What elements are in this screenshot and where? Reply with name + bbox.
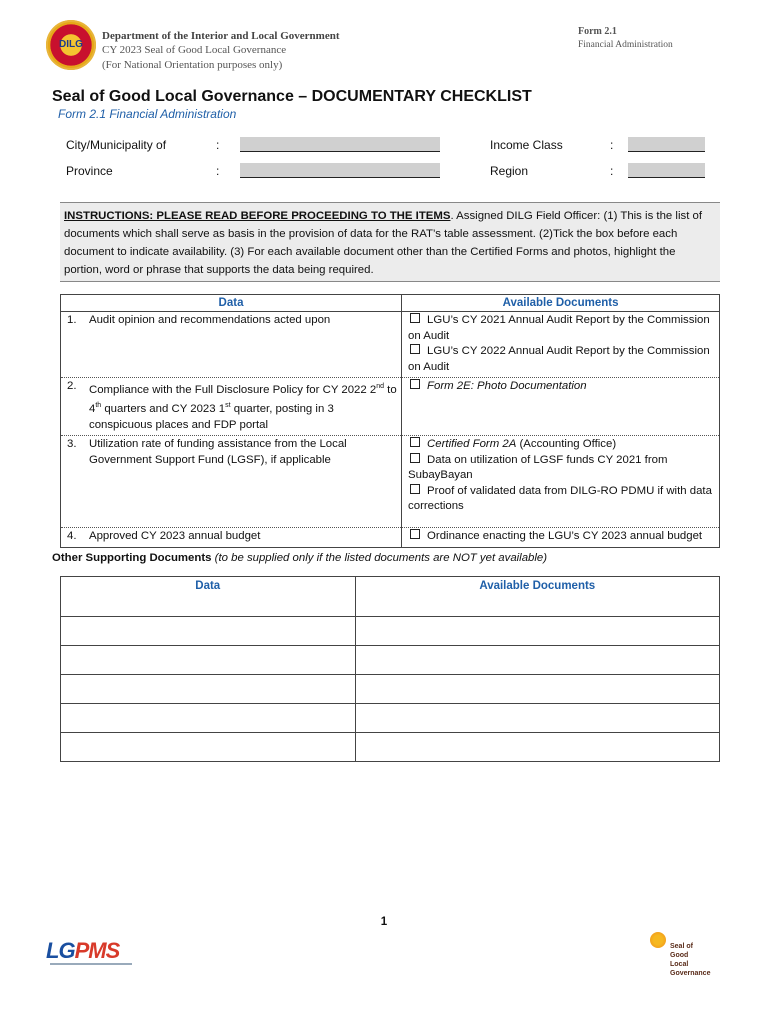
doc-text: Proof of validated data from DILG-RO PDMU if with data corrections xyxy=(408,484,712,513)
table-row xyxy=(61,646,720,675)
sglg-logo: Seal of Good Local Governance xyxy=(648,930,720,982)
dilg-seal-logo xyxy=(46,20,96,70)
row-number: 3. xyxy=(67,438,77,451)
doc-item xyxy=(408,379,715,395)
row-data: Audit opinion and recommendations acted upon xyxy=(89,314,331,326)
checkbox[interactable] xyxy=(410,453,420,463)
city-input[interactable] xyxy=(240,137,440,152)
checklist-table xyxy=(60,294,720,548)
data-cell xyxy=(61,436,402,528)
table-row xyxy=(61,528,720,548)
docs-cell xyxy=(402,378,720,436)
table-row xyxy=(61,617,720,646)
instructions-heading: INSTRUCTIONS: PLEASE READ BEFORE PROCEEDING TO THE ITEMS xyxy=(64,210,451,222)
colon: : xyxy=(216,164,220,178)
docs-cell[interactable] xyxy=(355,617,719,646)
colon: : xyxy=(610,138,614,152)
docs-cell[interactable] xyxy=(355,675,719,704)
docs-cell[interactable] xyxy=(355,704,719,733)
page-number: 1 xyxy=(380,916,388,928)
docs-cell[interactable] xyxy=(355,646,719,675)
doc-item xyxy=(408,453,715,484)
income-class-label: Income Class xyxy=(490,138,563,152)
data-cell[interactable] xyxy=(61,675,356,704)
data-cell[interactable] xyxy=(61,617,356,646)
doc-text: Form 2E: Photo Documentation xyxy=(427,380,587,392)
province-input[interactable] xyxy=(240,163,440,178)
lgpms-tagline-graphic xyxy=(50,962,132,965)
table-row xyxy=(61,312,720,378)
data-cell xyxy=(61,528,402,548)
other-docs-table xyxy=(60,576,720,762)
doc-item: Certified Form 2A (Accounting Office) xyxy=(408,437,715,453)
region-label: Region xyxy=(490,164,529,178)
data-cell[interactable] xyxy=(61,733,356,762)
doc-item xyxy=(408,484,715,515)
other-docs-heading: Other Supporting Documents (to be supplied only if the listed documents are NOT yet available) xyxy=(52,552,548,564)
checkbox[interactable] xyxy=(410,379,420,389)
region-input[interactable] xyxy=(628,163,705,178)
department-name: Department of the Interior and Local Government xyxy=(102,30,340,42)
doc-item xyxy=(408,313,715,344)
table-header-row xyxy=(61,577,720,617)
table-row xyxy=(61,378,720,436)
checkbox[interactable] xyxy=(410,344,420,354)
page-title: Seal of Good Local Governance – DOCUMENTARY CHECKLIST xyxy=(52,88,532,105)
col-header-docs: Available Documents xyxy=(355,577,719,617)
col-header-data: Data xyxy=(61,295,402,312)
docs-cell[interactable] xyxy=(355,733,719,762)
checkbox[interactable] xyxy=(410,313,420,323)
row-data: Approved CY 2023 annual budget xyxy=(89,530,261,543)
table-row xyxy=(61,436,720,528)
doc-text: Ordinance enacting the LGU’s CY 2023 annual budget xyxy=(427,530,703,543)
header-subtitle: CY 2023 Seal of Good Local Governance xyxy=(102,44,287,56)
seal-text: DILG xyxy=(59,39,83,50)
row-number: 2. xyxy=(67,380,77,392)
doc-item xyxy=(408,344,715,375)
docs-cell xyxy=(402,436,720,528)
doc-text: LGU’s CY 2022 Annual Audit Report by the Commission on Audit xyxy=(408,345,710,373)
checkbox[interactable] xyxy=(410,529,420,539)
data-cell[interactable] xyxy=(61,646,356,675)
col-header-docs: Available Documents xyxy=(402,295,720,312)
col-header-data: Data xyxy=(61,577,356,617)
table-row xyxy=(61,733,720,762)
docs-cell xyxy=(402,312,720,378)
checkbox[interactable] xyxy=(410,484,420,494)
form-name: Financial Administration xyxy=(578,40,673,50)
data-cell[interactable] xyxy=(61,704,356,733)
table-row xyxy=(61,704,720,733)
income-class-input[interactable] xyxy=(628,137,705,152)
data-cell xyxy=(61,378,402,436)
page-subtitle: Form 2.1 Financial Administration xyxy=(58,107,237,121)
doc-text: LGU’s CY 2021 Annual Audit Report by the Commission on Audit xyxy=(408,314,710,342)
instructions-body: . Assigned DILG Field Officer: (1) This is the list of documents which shall serve as basis in the provision of data for the RAT’s table assessment. (2)Tick the box before each document to indicate availability. (3) For each available document other than the Certified Forms and photos, highlight the portion, word or phrase that supports the data being required. xyxy=(64,210,703,276)
header-note: (For National Orientation purposes only) xyxy=(102,59,283,71)
row-number: 4. xyxy=(67,530,77,543)
instructions-box xyxy=(60,202,720,282)
table-row xyxy=(61,675,720,704)
doc-text: Data on utilization of LGSF funds CY 2021 from SubayBayan xyxy=(408,453,668,482)
checkbox[interactable] xyxy=(410,437,420,447)
data-cell xyxy=(61,312,402,378)
docs-cell xyxy=(402,528,720,548)
colon: : xyxy=(610,164,614,178)
province-label: Province xyxy=(66,164,113,178)
colon: : xyxy=(216,138,220,152)
row-number: 1. xyxy=(67,314,77,326)
row-data: Compliance with the Full Disclosure Policy for CY 2022 2nd to 4th quarters and CY 2023 1st quarter, posting in 3 conspicuous places and FDP portal xyxy=(89,383,397,431)
city-label: City/Municipality of xyxy=(66,138,167,152)
form-number: Form 2.1 xyxy=(578,26,617,37)
sun-icon xyxy=(650,932,666,948)
row-data: Utilization rate of funding assistance from the Local Government Support Fund (LGSF), if applicable xyxy=(89,438,347,466)
table-header-row xyxy=(61,295,720,312)
lgpms-logo: LGPMS xyxy=(46,938,120,963)
